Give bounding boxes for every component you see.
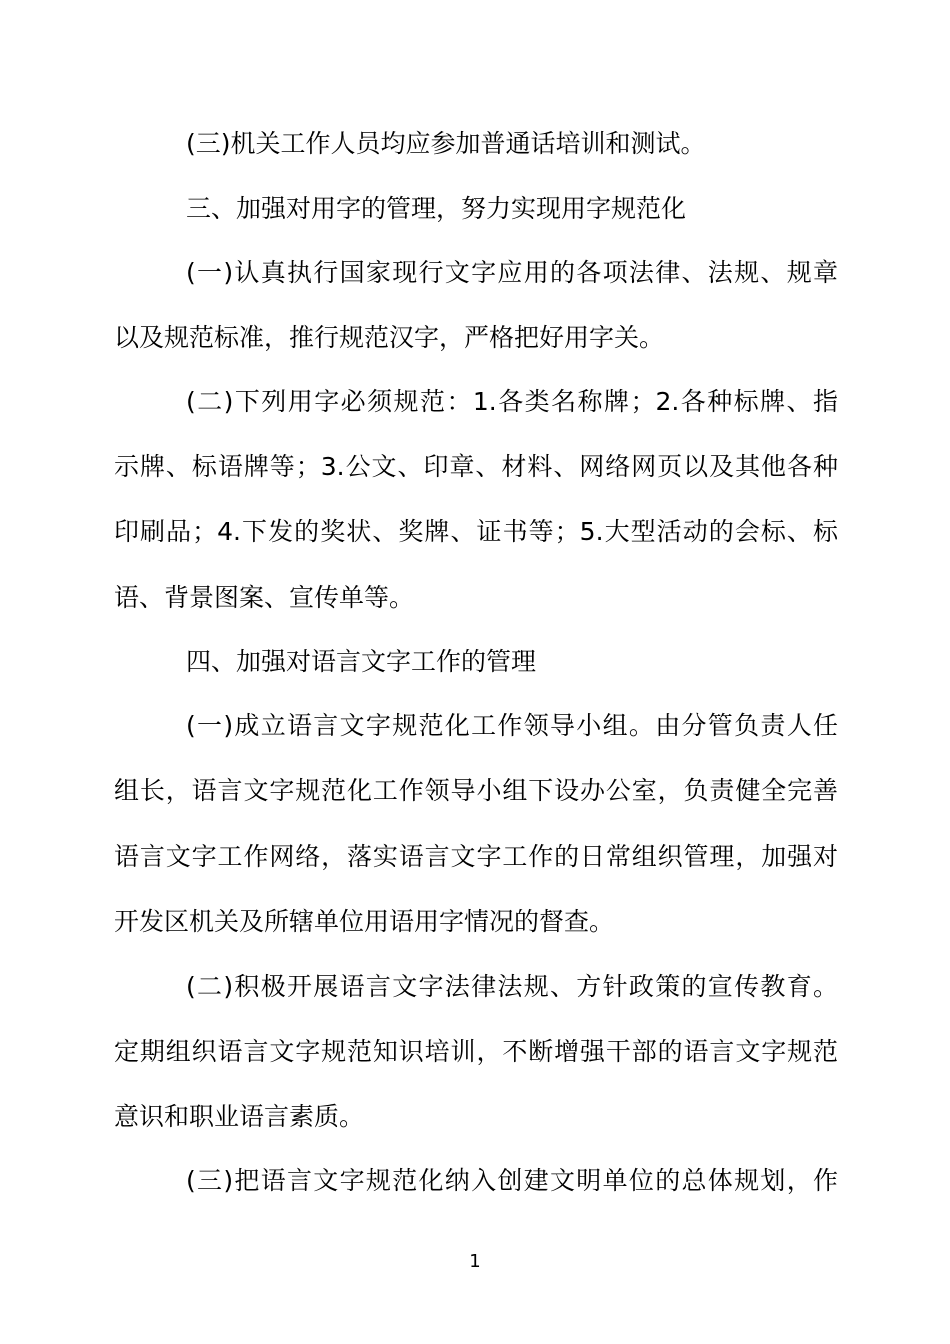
paragraph-line: 意识和职业语言素质。 [114,1102,365,1131]
paragraph-line: 开发区机关及所辖单位用语用字情况的督查。 [114,907,615,936]
section-heading: 三、加强对用字的管理，努力实现用字规范化 [186,194,687,223]
paragraph-line: 组长，语言文字规范化工作领导小组下设办公室，负责健全完善 [114,776,838,805]
paragraph-line: 语言文字工作网络，落实语言文字工作的日常组织管理，加强对 [114,842,838,871]
paragraph-line: (一)认真执行国家现行文字应用的各项法律、法规、规章 [186,258,838,287]
paragraph-line: 示牌、标语牌等；3.公文、印章、材料、网络网页以及其他各种 [114,452,838,481]
page-number: 1 [469,1251,481,1272]
paragraph-line: 以及规范标准，推行规范汉字，严格把好用字关。 [114,323,665,352]
paragraph-line: (三)机关工作人员均应参加普通话培训和测试。 [186,129,706,158]
paragraph-line: (二)积极开展语言文字法律法规、方针政策的宣传教育。 [186,972,838,1001]
section-heading: 四、加强对语言文字工作的管理 [186,647,537,676]
paragraph-line: 语、背景图案、宣传单等。 [114,583,415,612]
paragraph-line: 定期组织语言文字规范知识培训，不断增强干部的语言文字规范 [114,1037,838,1066]
paragraph-line: (一)成立语言文字规范化工作领导小组。由分管负责人任 [186,711,838,740]
paragraph-line: (三)把语言文字规范化纳入创建文明单位的总体规划，作 [186,1166,838,1195]
paragraph-line: 印刷品；4.下发的奖状、奖牌、证书等；5.大型活动的会标、标 [114,517,838,546]
paragraph-line: (二)下列用字必须规范：1.各类名称牌；2.各种标牌、指 [186,387,838,416]
